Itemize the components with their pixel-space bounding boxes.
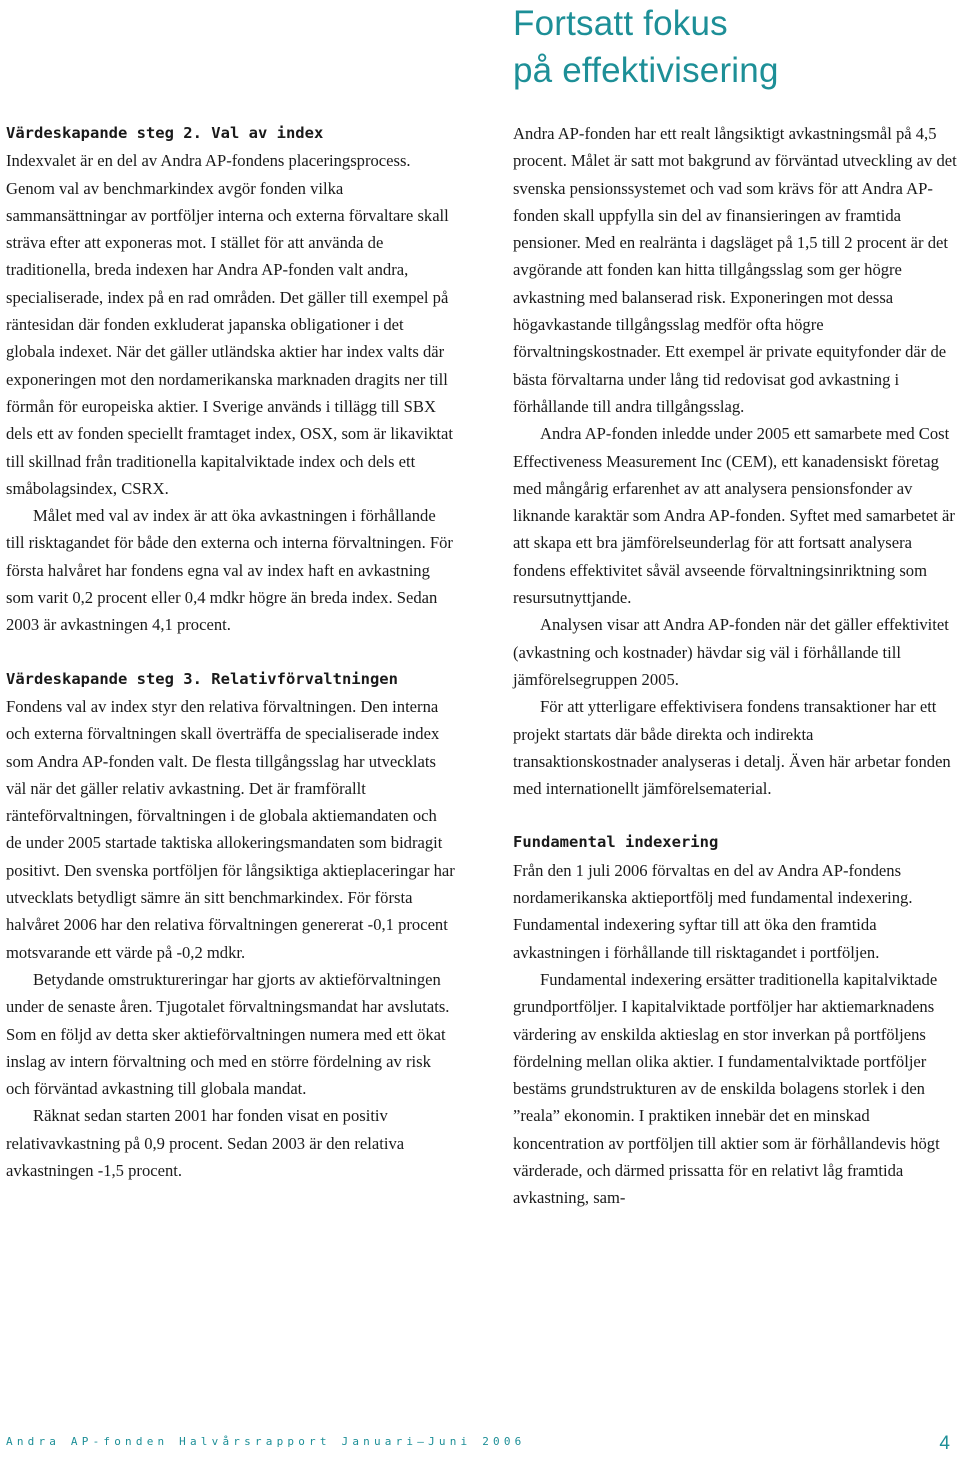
paragraph: Betydande omstruktureringar har gjorts av aktieförvaltningen under de senaste åren. Tjugotalet förvaltningsmandat har avslutats. Som en följd av detta sker aktieförvaltningen numera med ett ökat inslag av intern förvaltning och med en större fördelning av risk och förväntad avkastning till globala mandat. bbox=[6, 969, 450, 1099]
section-spacer bbox=[513, 802, 958, 829]
paragraph: Målet med val av index är att öka avkastningen i förhållande till risktagandet för både den externa och interna förvaltningen. För första halvåret har fondens egna val av index haft en avkastning som varit 0,2 procent eller 0,4 mdkr högre än breda index. Sedan 2003 är avkastningen 4,1 procent. bbox=[6, 506, 453, 635]
page-title bbox=[513, 0, 953, 94]
section-spacer bbox=[6, 639, 456, 666]
page-title-line-1: Fortsatt fokus bbox=[513, 4, 728, 43]
page-title-line-2: på effektivisering bbox=[513, 51, 779, 90]
paragraph: Fundamental indexering ersätter traditionella kapitalviktade grundportföljer. I kapitalviktade portföljer har aktiemarknadens värdering av enskilda aktieslag en stor inverkan på portföljens fördelning mellan olika aktier. I fundamentalviktade portföljer bestäms grundstrukturen av de enskilda bolagens storlek i den ”reala” ekonomin. I praktiken innebär det en minskad koncentration av portföljen till aktier som är förhållandevis högt värderade, och därmed prissatta för en relativt låg framtida avkastning, sam- bbox=[513, 969, 940, 1208]
paragraph: Från den 1 juli 2006 förvaltas en del av Andra AP-fondens nordamerikanska aktieportfölj med fundamental indexering. Fundamental indexering syftar till att öka den framtida avkastningen i förhållande till risktagandet i portföljen. bbox=[513, 860, 913, 962]
page-number: 4 bbox=[939, 1433, 950, 1454]
paragraph: För att ytterligare effektivisera fondens transaktioner har ett projekt startats där både direkta och indirekta transaktionskostnader analyseras i detalj. Även här arbetar fonden med internationellt jämförelsematerial. bbox=[513, 697, 951, 799]
paragraph: Andra AP-fonden har ett realt långsiktigt avkastningsmål på 4,5 procent. Målet är satt mot bakgrund av förväntad utveckling av det svenska pensionssystemet och vad som krävs för att Andra AP-fonden skall uppfylla sin del av finansieringen av framtida pensioner. Med en realränta i dagsläget på 1,5 till 2 procent är det avgörande att fonden kan hitta tillgångsslag som ger högre avkastning med balanserad risk. Exponeringen mot dessa högavkastande tillgångsslag medför ofta högre förvaltningskostnader. Ett exempel är private equityfonder där de bästa förvaltarna under lång tid redovisat god avkastning i förhållande till andra tillgångsslag. bbox=[513, 124, 957, 416]
footer-running-title: Andra AP-fonden Halvårsrapport Januari–Juni 2006 bbox=[6, 1435, 526, 1448]
section-heading-val-av-index: Värdeskapande steg 2. Val av index bbox=[6, 124, 324, 142]
paragraph: Andra AP-fonden inledde under 2005 ett samarbete med Cost Effectiveness Measurement Inc (CEM), ett kanadensiskt företag med mångårig erfarenhet av att analysera pensionsfonder av liknande karaktär som Andra AP-fonden. Syftet med samarbetet är att skapa ett bra jämförelseunderlag för att fortsatt analysera fondens effektivitet såväl avseende förvaltningsinriktning som resursutnyttjande. bbox=[513, 424, 955, 608]
paragraph: Fondens val av index styr den relativa förvaltningen. Den interna och externa förvaltningen skall överträffa de specialiserade index som Andra AP-fonden valt. De flesta tillgångsslag har utvecklats väl när det gäller relativ avkastning. Det är framförallt ränteförvaltningen, förvaltningen i de globala aktiemandaten och de under 2005 startade taktiska allokeringsmandaten som bidragit positivt. Den svenska portföljen för långsiktiga aktieplaceringar har utvecklats betydligt sämre än sitt benchmarkindex. För första halvåret 2006 har den relativa förvaltningen genererat -0,1 procent motsvarande ett värde på -0,2 mdkr. bbox=[6, 696, 455, 962]
section-heading-fundamental-indexering: Fundamental indexering bbox=[513, 833, 719, 852]
section-heading-relativforvaltningen: Värdeskapande steg 3. Relativförvaltningen bbox=[6, 669, 398, 688]
left-column bbox=[6, 120, 456, 1184]
paragraph: Indexvalet är en del av Andra AP-fondens placeringsprocess. Genom val av benchmarkindex avgör fonden vilka sammansättningar av portföljer interna och externa förvaltare skall sträva efter att exponeras mot. I stället för att använda de traditionella, breda indexen har Andra AP-fonden valt andra, specialiserade, index på en rad områden. Det gäller till exempel på räntesidan där fonden exkluderat japanska obligationer i det globala indexet. När det gäller utländska aktier har index valts där exponeringen mot den nordamerikanska marknaden dragits ner till förmån för europeiska aktier. I Sverige används i tillägg till SBX dels ett av fonden speciellt framtaget index, OSX, som är likaviktat till skillnad från traditionella kapitalviktade index och dels ett småbolagsindex, CSRX. bbox=[6, 151, 453, 498]
paragraph: Analysen visar att Andra AP-fonden när det gäller effektivitet (avkastning och kostnader) hävdar sig väl i förhållande till jämförelsegruppen 2005. bbox=[513, 615, 949, 689]
paragraph: Räknat sedan starten 2001 har fonden visat en positiv relativavkastning på 0,9 procent. Sedan 2003 är den relativa avkastningen -1,5 procent. bbox=[6, 1106, 405, 1180]
right-column bbox=[513, 120, 958, 1212]
